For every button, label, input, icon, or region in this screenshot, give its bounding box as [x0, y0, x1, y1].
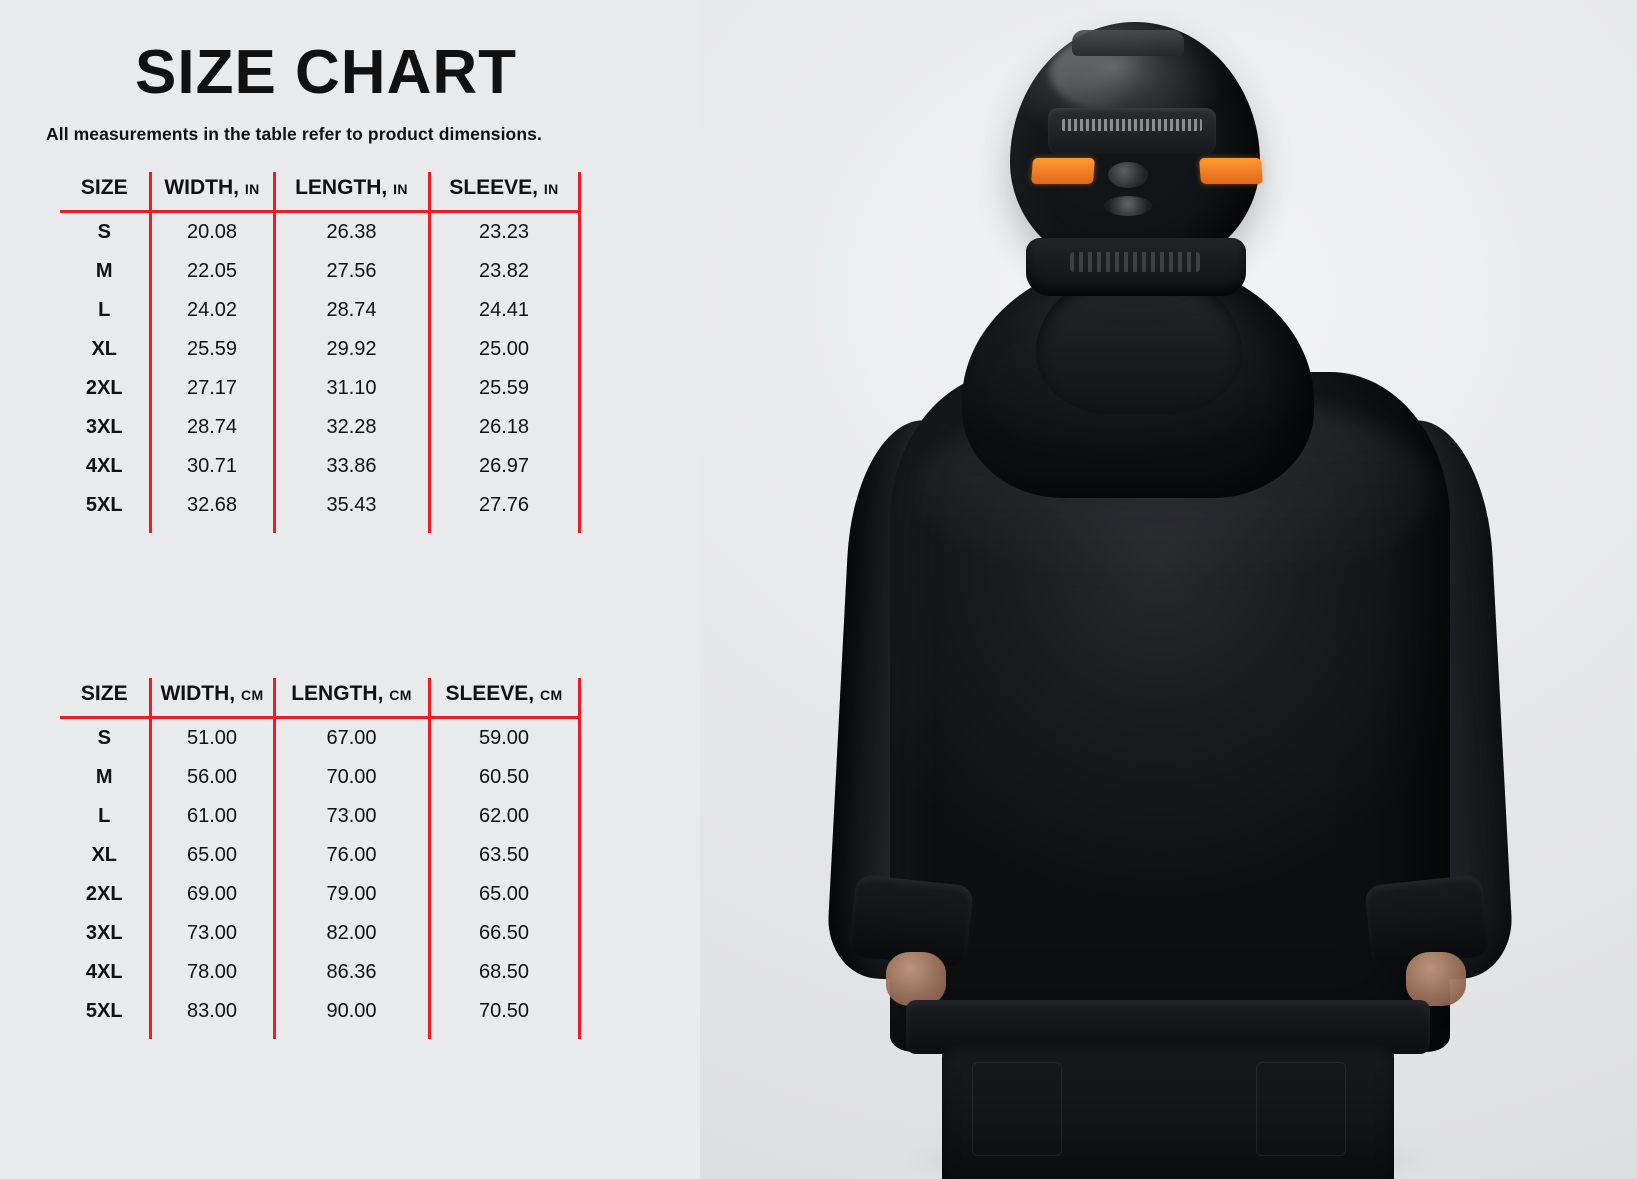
size-table-inches: [60, 172, 581, 533]
table-row: [60, 252, 579, 291]
cell-size: L: [60, 291, 150, 330]
cell-sleeve: 70.50: [429, 992, 579, 1039]
cell-sleeve: 25.59: [429, 369, 579, 408]
hand-right: [1406, 952, 1466, 1006]
cell-width: 73.00: [150, 914, 274, 953]
column-header-length: LENGTH, IN: [274, 172, 429, 212]
table-row: [60, 447, 579, 486]
cell-length: 79.00: [274, 875, 429, 914]
cell-length: 90.00: [274, 992, 429, 1039]
cell-sleeve: 26.18: [429, 408, 579, 447]
cell-size: XL: [60, 836, 150, 875]
size-chart-panel: [0, 0, 700, 1179]
column-header-size: SIZE: [60, 172, 150, 212]
cell-sleeve: 65.00: [429, 875, 579, 914]
cell-sleeve: 23.82: [429, 252, 579, 291]
cell-width: 56.00: [150, 758, 274, 797]
cell-width: 78.00: [150, 953, 274, 992]
cell-sleeve: 68.50: [429, 953, 579, 992]
page-subtitle: All measurements in the table refer to product dimensions.: [46, 124, 542, 144]
column-header-width: WIDTH, IN: [150, 172, 274, 212]
table-row: [60, 212, 579, 253]
cell-width: 27.17: [150, 369, 274, 408]
cell-size: 2XL: [60, 369, 150, 408]
cell-length: 32.28: [274, 408, 429, 447]
cell-size: S: [60, 718, 150, 759]
table-row: [60, 369, 579, 408]
cell-length: 27.56: [274, 252, 429, 291]
cell-sleeve: 26.97: [429, 447, 579, 486]
cell-width: 30.71: [150, 447, 274, 486]
pocket-right: [1256, 1062, 1346, 1156]
cell-length: 73.00: [274, 797, 429, 836]
cell-length: 26.38: [274, 212, 429, 253]
cell-length: 31.10: [274, 369, 429, 408]
table-row: [60, 914, 579, 953]
cell-size: 3XL: [60, 914, 150, 953]
column-header-sleeve: SLEEVE, IN: [429, 172, 579, 212]
helmet-neck-roll: [1026, 238, 1246, 296]
helmet-logo: [1104, 196, 1152, 216]
cell-width: 32.68: [150, 486, 274, 533]
cell-sleeve: 25.00: [429, 330, 579, 369]
cell-length: 76.00: [274, 836, 429, 875]
cell-size: XL: [60, 330, 150, 369]
cell-width: 51.00: [150, 718, 274, 759]
cell-size: 4XL: [60, 953, 150, 992]
column-header-length: LENGTH, CM: [274, 678, 429, 718]
table-row: [60, 718, 579, 759]
cell-sleeve: 24.41: [429, 291, 579, 330]
cell-length: 86.36: [274, 953, 429, 992]
cell-length: 33.86: [274, 447, 429, 486]
unit-label: CM: [389, 687, 412, 703]
unit-label: CM: [539, 687, 563, 703]
cell-length: 35.43: [274, 486, 429, 533]
table-header-row: [60, 678, 579, 718]
cell-sleeve: 60.50: [429, 758, 579, 797]
cell-sleeve: 63.50: [429, 836, 579, 875]
table-row: [60, 797, 579, 836]
table-header-row: [60, 172, 579, 212]
cell-sleeve: 66.50: [429, 914, 579, 953]
cell-length: 28.74: [274, 291, 429, 330]
size-table-centimeters: [60, 678, 581, 1039]
column-header-width: WIDTH, CM: [150, 678, 274, 718]
page-title: SIZE CHART: [135, 38, 517, 107]
product-photo: [700, 0, 1637, 1179]
cell-length: 67.00: [274, 718, 429, 759]
cell-sleeve: 23.23: [429, 212, 579, 253]
cell-size: 3XL: [60, 408, 150, 447]
unit-label: IN: [244, 181, 260, 197]
table-row: [60, 486, 579, 533]
cell-size: 5XL: [60, 992, 150, 1039]
cell-size: L: [60, 797, 150, 836]
helmet-vent: [1072, 30, 1184, 56]
table-row: [60, 408, 579, 447]
unit-label: IN: [393, 181, 408, 197]
cell-length: 70.00: [274, 758, 429, 797]
column-header-sleeve: SLEEVE, CM: [429, 678, 579, 718]
cell-size: 2XL: [60, 875, 150, 914]
cell-length: 82.00: [274, 914, 429, 953]
cell-sleeve: 59.00: [429, 718, 579, 759]
table-row: [60, 875, 579, 914]
cell-width: 22.05: [150, 252, 274, 291]
cell-size: M: [60, 252, 150, 291]
table-row: [60, 330, 579, 369]
table-row: [60, 992, 579, 1039]
helmet-badge: [1108, 162, 1148, 188]
pocket-left: [972, 1062, 1062, 1156]
cell-sleeve: 27.76: [429, 486, 579, 533]
cell-width: 20.08: [150, 212, 274, 253]
helmet-reflector-left: [1031, 158, 1095, 184]
helmet-reflector-right: [1199, 158, 1263, 184]
table-row: [60, 758, 579, 797]
cell-sleeve: 62.00: [429, 797, 579, 836]
cell-size: S: [60, 212, 150, 253]
cell-width: 65.00: [150, 836, 274, 875]
cell-width: 28.74: [150, 408, 274, 447]
cell-size: 4XL: [60, 447, 150, 486]
cell-width: 69.00: [150, 875, 274, 914]
cell-width: 24.02: [150, 291, 274, 330]
cell-width: 25.59: [150, 330, 274, 369]
helmet-back-plate: [1048, 108, 1216, 154]
cell-width: 83.00: [150, 992, 274, 1039]
hand-left: [886, 952, 946, 1006]
cell-width: 61.00: [150, 797, 274, 836]
unit-label: CM: [240, 687, 264, 703]
unit-label: IN: [543, 181, 559, 197]
cell-size: 5XL: [60, 486, 150, 533]
table-row: [60, 291, 579, 330]
cell-length: 29.92: [274, 330, 429, 369]
cell-size: M: [60, 758, 150, 797]
table-row: [60, 836, 579, 875]
table-row: [60, 953, 579, 992]
column-header-size: SIZE: [60, 678, 150, 718]
